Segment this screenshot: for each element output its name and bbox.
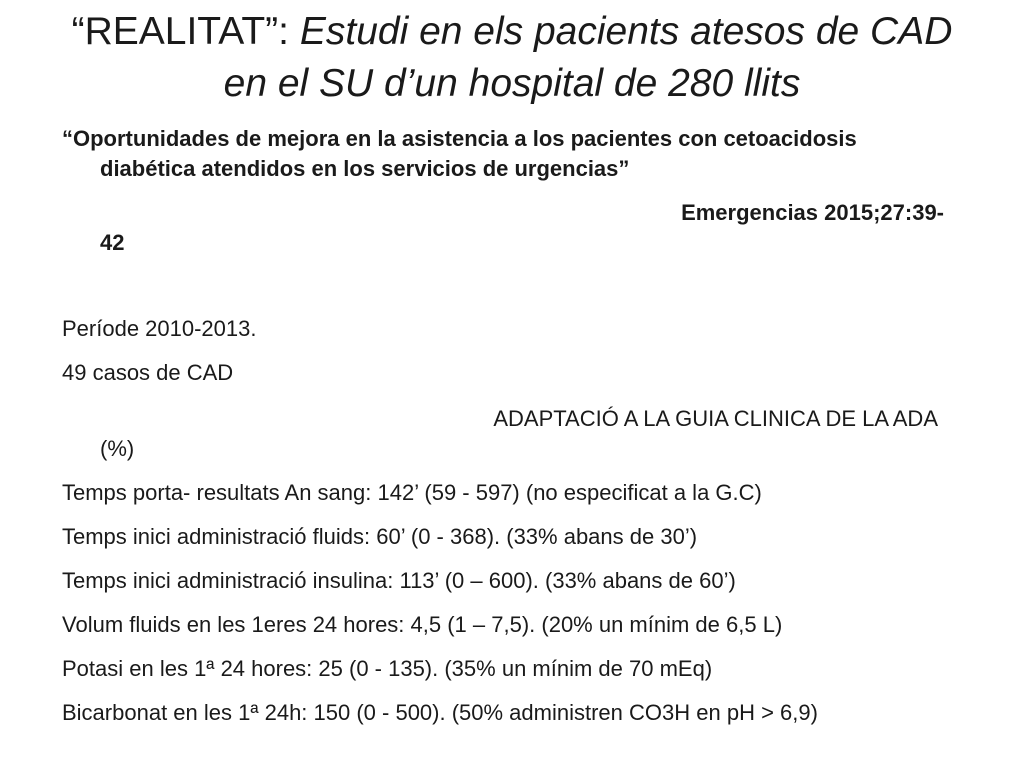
article-citation: Emergencias 2015;27:39- — [681, 200, 944, 225]
slide-body — [62, 124, 952, 728]
finding-fluids-start: Temps inici administració fluids: 60’ (0 - 368). (33% abans de 30’) — [62, 524, 698, 549]
article-citation-cont: 42 — [100, 230, 125, 255]
finding-door-to-results: Temps porta- resultats An sang: 142’ (59 - 597) (no especificat a la G.C) — [62, 480, 762, 505]
title-quote-word: “REALITAT” — [71, 10, 279, 53]
study-period: Període 2010-2013. — [62, 316, 257, 341]
finding-potassium: Potasi en les 1ª 24 hores: 25 (0 - 135). (35% un mínim de 70 mEq) — [62, 656, 713, 681]
title-rest-line2: en el SU d’un hospital de 280 llits — [223, 62, 801, 105]
finding-bicarbonate: Bicarbonat en les 1ª 24h: 150 (0 - 500). (50% administren CO3H en pH > 6,9) — [62, 700, 818, 725]
title-colon: : — [278, 10, 300, 53]
study-cases: 49 casos de CAD — [62, 360, 234, 385]
finding-insulin-start: Temps inici administració insulina: 113’ (0 – 600). (33% abans de 60’) — [62, 568, 736, 593]
article-quote: “Oportunidades de mejora en la asistencia a los pacientes con cetoacidosis diabética atendidos en los servicios de urgencias” — [62, 126, 857, 181]
ada-adaptation-unit: (%) — [100, 436, 135, 461]
ada-adaptation-heading: ADAPTACIÓ A LA GUIA CLINICA DE LA ADA — [493, 406, 938, 431]
slide-title — [0, 6, 1024, 110]
finding-fluid-volume: Volum fluids en les 1eres 24 hores: 4,5 (1 – 7,5). (20% un mínim de 6,5 L) — [62, 612, 783, 637]
title-rest-line1: Estudi en els pacients atesos de CAD — [299, 10, 953, 53]
